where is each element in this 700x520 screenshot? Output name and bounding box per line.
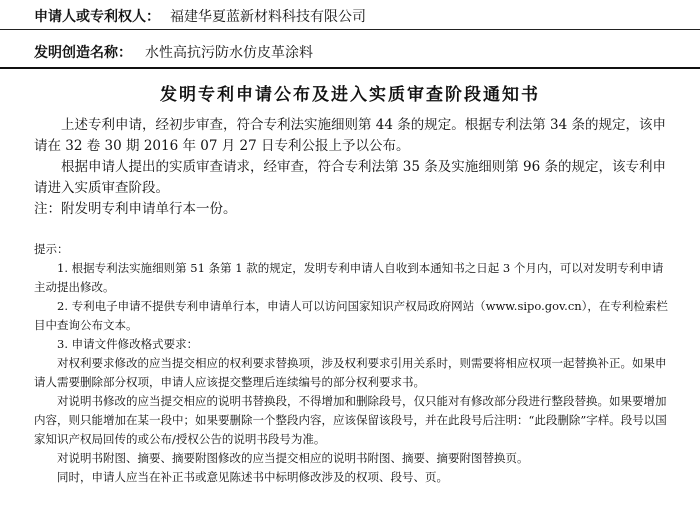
tip-item: 对权利要求修改的应当提交相应的权利要求替换项，涉及权利要求引用关系时，则需要将相应权项一起替换补正。如果申请人需要删除部分权项，申请人应该提交整理后连续编号的部分权利要求书。 bbox=[34, 356, 667, 389]
invention-value: 水性高抗污防水仿皮革涂料 bbox=[145, 45, 313, 61]
tip-item: 2. 专利电子申请不提供专利申请单行本，申请人可以访问国家知识产权局政府网站（www.sipo.gov.cn），在专利检索栏目中查询公布文本。 bbox=[34, 299, 668, 332]
tip-item: 3. 申请文件修改格式要求： bbox=[57, 337, 199, 351]
tip-item: 对说明书附图、摘要、摘要附图修改的应当提交相应的说明书附图、摘要、摘要附图替换页。 bbox=[57, 451, 529, 465]
tip-item: 对说明书修改的应当提交相应的说明书替换段，不得增加和删除段号，仅只能对有修改部分段进行整段替换。如果要增加内容，则只能增加在某一段中；如果要删除一个整段内容，应该保留该段号，并在此段号后注明：“此段删除”字样。段号以国家知识产权局回传的或公布/授权公告的说明书段号为准。 bbox=[34, 394, 667, 446]
tips-section bbox=[34, 240, 674, 487]
tips-heading: 提示： bbox=[34, 242, 69, 256]
attachment-note: 注：附发明专利申请单行本一份。 bbox=[34, 201, 237, 217]
tip-item: 1. 根据专利法实施细则第 51 条第 1 款的规定，发明专利申请人自收到本通知书之日起 3 个月内，可以对发明专利申请主动提出修改。 bbox=[34, 261, 664, 294]
invention-label: 发明创造名称： bbox=[34, 45, 132, 61]
paragraph-publication: 上述专利申请，经初步审查，符合专利法实施细则第 44 条的规定。根据专利法第 34 条的规定，该申请在 32 卷 30 期 2016 年 07 月 27 日专利公报上予以公布。 bbox=[34, 117, 667, 154]
notice-body bbox=[34, 115, 674, 220]
tip-item: 同时，申请人应当在补正书或意见陈述书中标明修改涉及的权项、段号、页。 bbox=[57, 470, 448, 484]
paragraph-examination: 根据申请人提出的实质审查请求，经审查，符合专利法第 35 条及实施细则第 96 条的规定，该专利申请进入实质审查阶段。 bbox=[34, 159, 667, 196]
header-divider-1 bbox=[0, 29, 700, 30]
applicant-value: 福建华夏蓝新材料科技有限公司 bbox=[170, 9, 366, 25]
applicant-label: 申请人或专利权人： bbox=[34, 9, 160, 25]
page-title: 发明专利申请公布及进入实质审查阶段通知书 bbox=[160, 85, 540, 105]
header-divider-2 bbox=[0, 67, 700, 69]
